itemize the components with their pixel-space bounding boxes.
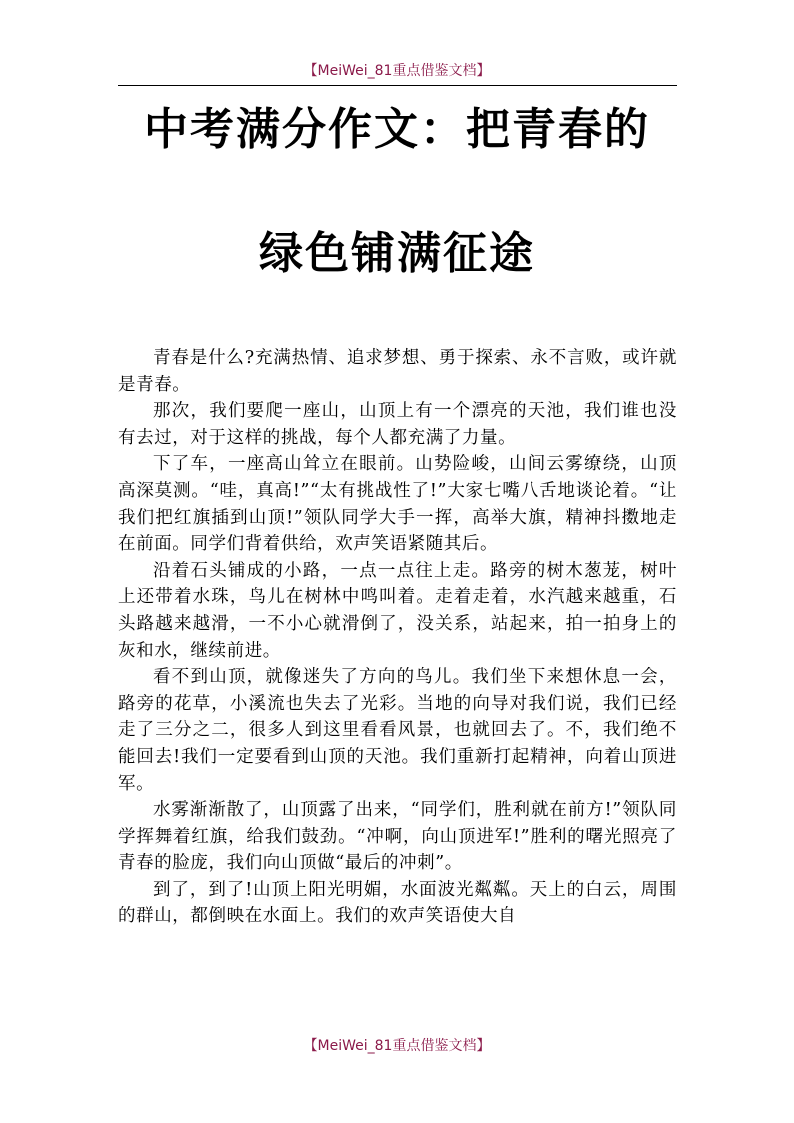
footer-label: 【MeiWei_81重点借鉴文档】 [303,1038,491,1054]
paragraph-5: 看不到山顶，就像迷失了方向的鸟儿。我们坐下来想休息一会，路旁的花草，小溪流也失去了光彩。当地的向导对我们说，我们已经走了三分之二，很多人到这里看看风景，也就回去了。不，我们绝不能回去!我们一定要看到山顶的天池。我们重新打起精神，向着山顶进军。 [118,667,677,794]
paragraph-4: 沿着石头铺成的小路，一点一点往上走。路旁的树木葱茏，树叶上还带着水珠，鸟儿在树林中鸣叫着。走着走着，水汽越来越重，石头路越来越滑，一不小心就滑倒了，没关系，站起来，拍一拍身上的灰和水，继续前进。 [118,560,677,661]
document-title-line-1: 中考满分作文：把青春的 [144,104,650,155]
document-title-line-2: 绿色铺满征途 [259,228,535,279]
paragraph-6: 水雾渐渐散了，山顶露了出来，“同学们，胜利就在前方!”领队同学挥舞着红旗，给我们鼓劲。“冲啊，向山顶进军!”胜利的曙光照亮了青春的脸庞，我们向山顶做“最后的冲刺”。 [118,800,677,874]
header-label: 【MeiWei_81重点借鉴文档】 [303,63,491,79]
paragraph-1: 青春是什么?充满热情、追求梦想、勇于探索、永不言败，或许就是青春。 [118,348,677,395]
paragraph-3: 下了车，一座高山耸立在眼前。山势险峻，山间云雾缭绕，山顶高深莫测。“哇，真高!”“太有挑战性了!”大家七嘴八舌地谈论着。“让我们把红旗插到山顶!”领队同学大手一挥，高举大旗，精神抖擞地走在前面。同学们背着供给，欢声笑语紧随其后。 [118,454,677,555]
paragraph-7: 到了，到了!山顶上阳光明媚，水面波光粼粼。天上的白云，周围的群山，都倒映在水面上。我们的欢声笑语使大自 [118,879,677,927]
essay-body [118,345,677,930]
paragraph-2: 那次，我们要爬一座山，山顶上有一个漂亮的天池，我们谁也没有去过，对于这样的挑战，每个人都充满了力量。 [118,401,677,448]
header-divider [118,85,677,86]
